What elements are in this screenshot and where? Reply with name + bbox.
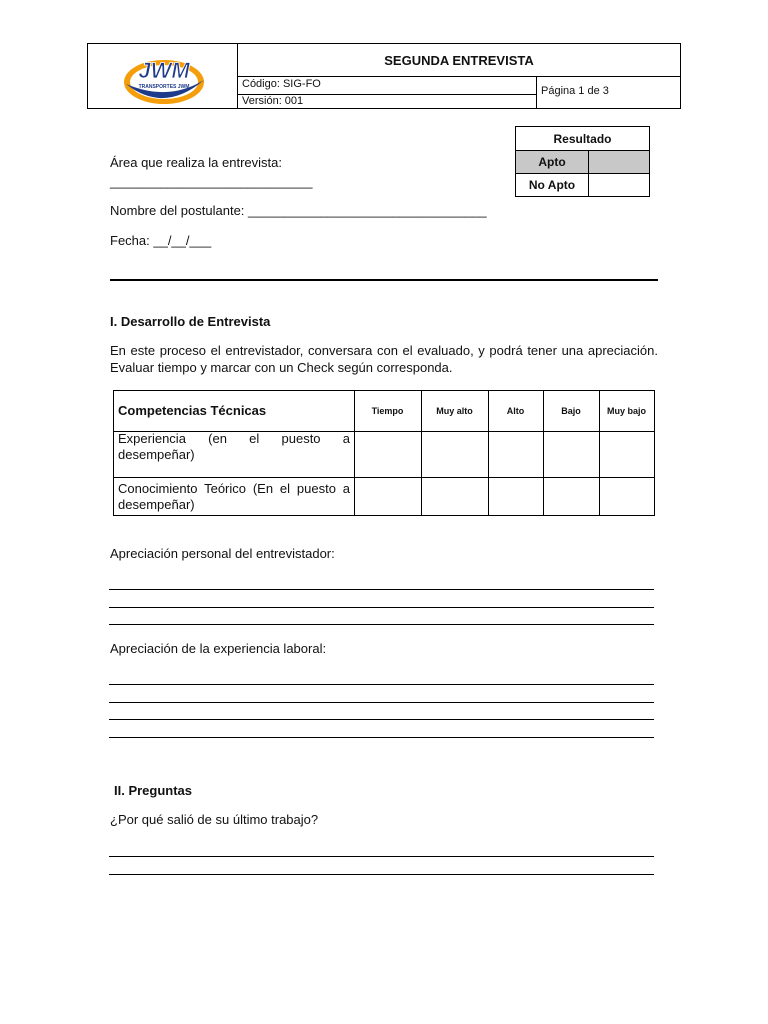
- document-title: SEGUNDA ENTREVISTA: [238, 44, 680, 77]
- answer-line: [109, 856, 654, 857]
- answer-line: [109, 589, 654, 590]
- answer-line: [109, 719, 654, 720]
- result-box: [515, 126, 650, 197]
- company-logo: [88, 44, 238, 108]
- section-2-heading: II. Preguntas: [114, 783, 193, 798]
- answer-line: [109, 624, 654, 625]
- apreciacion-personal-label: Apreciación personal del entrevistador:: [110, 546, 335, 561]
- competencias-table: [113, 390, 655, 516]
- answer-line: [109, 702, 654, 703]
- document-code: Código: SIG-FO: [242, 78, 321, 90]
- column-header-alto: Alto: [506, 406, 525, 416]
- no-apto-label: No Apto: [516, 174, 589, 196]
- svg-text:TRANSPORTES JWM: TRANSPORTES JWM: [138, 84, 190, 90]
- answer-line: [109, 607, 654, 608]
- apto-label: Apto: [516, 151, 589, 173]
- column-header-bajo: Bajo: [561, 406, 581, 416]
- document-version: Versión: 001: [242, 95, 304, 107]
- section-divider: [110, 279, 658, 281]
- table-row-conocimiento: Conocimiento Teórico (En el puesto a desempeñar): [118, 481, 350, 512]
- column-header-tiempo: Tiempo: [371, 406, 404, 416]
- area-label: Área que realiza la entrevista:: [110, 155, 282, 170]
- area-blank: ____________________________: [110, 174, 313, 189]
- answer-line: [109, 684, 654, 685]
- column-header-muy-alto: Muy alto: [436, 406, 473, 416]
- table-row-experiencia: Experiencia (en el puesto a desempeñar): [118, 431, 350, 462]
- question-1: ¿Por qué salió de su último trabajo?: [110, 812, 319, 827]
- result-title: Resultado: [516, 127, 649, 151]
- logo-cell: [88, 44, 238, 108]
- answer-line: [109, 737, 654, 738]
- result-no-apto-row: [516, 174, 649, 196]
- section-1-paragraph: En este proceso el entrevistador, conversara con el evaluado, y podrá tener una apreciación. Evaluar tiempo y marcar con un Check según corresponda.: [110, 343, 658, 375]
- table-divider: [114, 477, 654, 478]
- document-header: [87, 43, 681, 109]
- answer-line: [109, 874, 654, 875]
- column-header-muy-bajo: Muy bajo: [606, 406, 646, 416]
- competencias-header: Competencias Técnicas: [118, 403, 267, 418]
- result-apto-row: [516, 151, 649, 174]
- fecha-field: Fecha: __/__/___: [110, 233, 212, 248]
- page-number: Página 1 de 3: [536, 77, 680, 108]
- svg-text:JWM: JWM: [138, 58, 190, 83]
- nombre-postulante-field: Nombre del postulante: _________________________________: [110, 203, 487, 218]
- section-1-heading: I. Desarrollo de Entrevista: [110, 314, 271, 329]
- apreciacion-experiencia-label: Apreciación de la experiencia laboral:: [110, 641, 327, 656]
